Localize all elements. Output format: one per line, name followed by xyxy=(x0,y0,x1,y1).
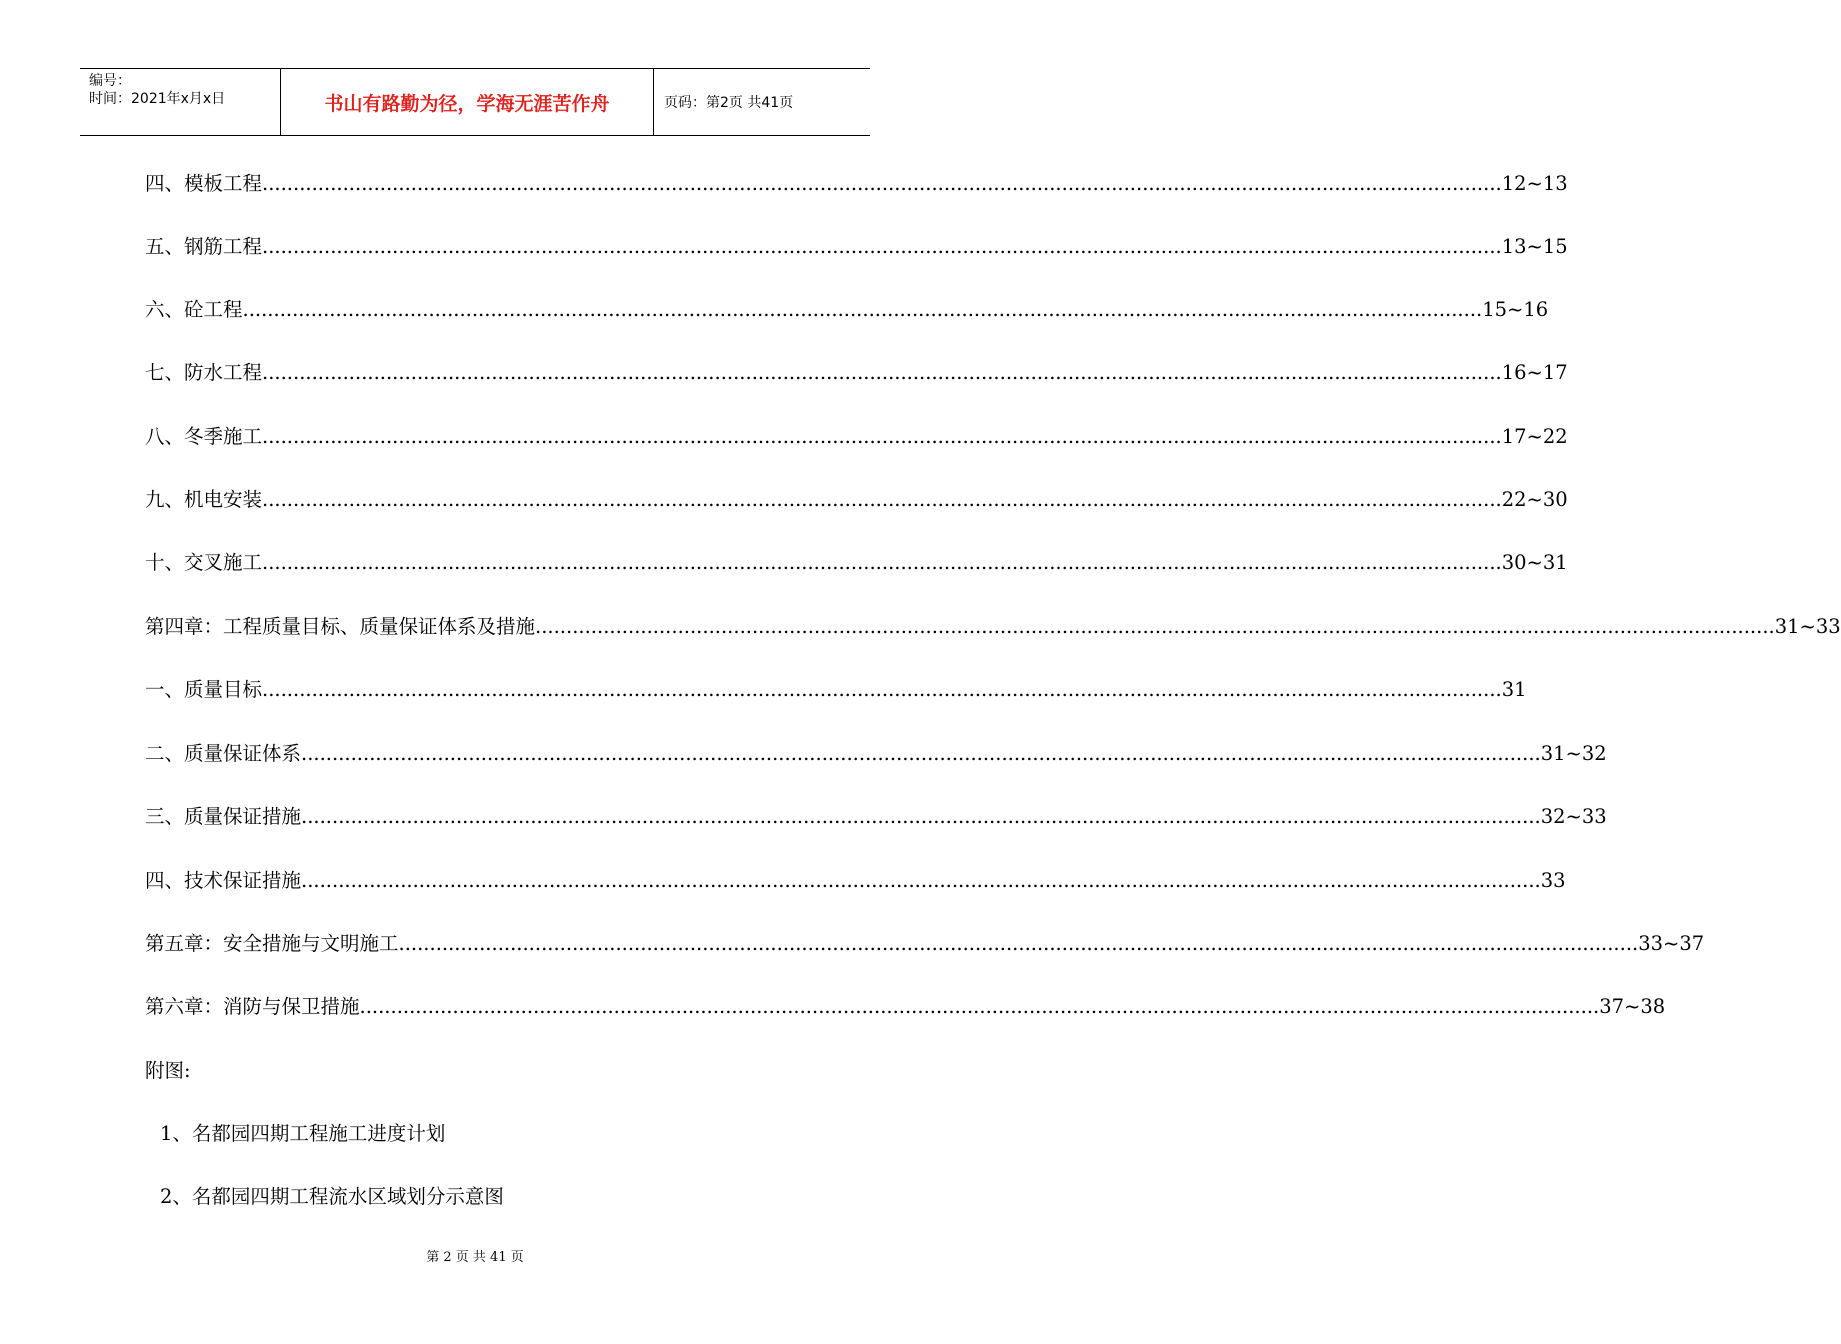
toc-leader-dots: ........................................................................................................................................................................................................ xyxy=(262,361,1502,384)
appendix-label: 附图: xyxy=(145,1059,191,1082)
toc-leader-dots: ........................................................................................................................................................................................................ xyxy=(359,995,1600,1018)
toc-leader-dots: ........................................................................................................................................................................................................ xyxy=(301,742,1541,765)
toc-leader-dots: ........................................................................................................................................................................................................ xyxy=(262,488,1502,511)
header-page-info: 页码：第2页 共41页 xyxy=(664,95,794,111)
toc-entry-pages: 12~13 xyxy=(1501,172,1568,195)
toc-entry xyxy=(145,739,1607,769)
toc-entry xyxy=(145,802,1607,832)
document-number-label: 编号： xyxy=(89,73,131,89)
toc-entry-title: 七、防水工程 xyxy=(145,361,263,384)
toc-entry-title: 第五章：安全措施与文明施工 xyxy=(145,932,399,955)
toc-entry xyxy=(145,358,1568,388)
page-header xyxy=(80,68,870,136)
toc-entry-title: 五、钢筋工程 xyxy=(145,235,263,258)
toc-entry-title: 十、交叉施工 xyxy=(145,551,263,574)
toc-entry-pages: 33 xyxy=(1540,869,1566,892)
toc-entry-title: 六、砼工程 xyxy=(145,298,243,321)
toc-entry-title: 第四章：工程质量目标、质量保证体系及措施 xyxy=(145,615,536,638)
toc-entry xyxy=(145,422,1568,452)
page-footer: 第 2 页 共 41 页 xyxy=(426,1250,524,1265)
toc-entry-pages: 30~31 xyxy=(1501,551,1568,574)
toc-entry-pages: 31~32 xyxy=(1540,742,1607,765)
toc-entry-title: 四、模板工程 xyxy=(145,172,263,195)
toc-entry-pages: 22~30 xyxy=(1501,488,1568,511)
toc-entry xyxy=(145,675,1527,705)
header-slogan: 书山有路勤为径，学海无涯苦作舟 xyxy=(281,69,654,135)
toc-leader-dots: ........................................................................................................................................................................................................ xyxy=(262,235,1502,258)
toc-entry xyxy=(145,169,1568,199)
toc-chapter-entry xyxy=(145,992,1666,1022)
toc-entry-title: 三、质量保证措施 xyxy=(145,805,302,828)
toc-entry-pages: 33~37 xyxy=(1638,932,1705,955)
toc-leader-dots: ........................................................................................................................................................................................................ xyxy=(262,172,1502,195)
toc-leader-dots: ........................................................................................................................................................................................................ xyxy=(301,869,1541,892)
toc-leader-dots: ........................................................................................................................................................................................................ xyxy=(398,932,1639,955)
document-time-label: 时间：2021年x月x日 xyxy=(89,91,226,107)
toc-entry-title: 一、质量目标 xyxy=(145,678,263,701)
toc-chapter-entry xyxy=(145,612,1841,642)
toc-entry-pages: 17~22 xyxy=(1501,425,1568,448)
toc-entry-title: 九、机电安装 xyxy=(145,488,263,511)
appendix-item: 1、名都园四期工程施工进度计划 xyxy=(160,1122,446,1145)
toc-entry xyxy=(145,548,1568,578)
toc-entry xyxy=(145,232,1568,262)
toc-chapter-entry xyxy=(145,929,1705,959)
toc-entry xyxy=(145,485,1568,515)
toc-entry-pages: 31~33 xyxy=(1774,615,1841,638)
toc-entry xyxy=(145,866,1566,896)
toc-leader-dots: ........................................................................................................................................................................................................ xyxy=(242,298,1483,321)
toc-entry-pages: 31 xyxy=(1501,678,1527,701)
appendix-item: 2、名都园四期工程流水区域划分示意图 xyxy=(160,1185,504,1208)
toc-entry-title: 四、技术保证措施 xyxy=(145,869,302,892)
toc-leader-dots: ........................................................................................................................................................................................................ xyxy=(262,425,1502,448)
toc-entry-pages: 37~38 xyxy=(1599,995,1666,1018)
toc-leader-dots: ........................................................................................................................................................................................................ xyxy=(535,615,1775,638)
toc-leader-dots: ........................................................................................................................................................................................................ xyxy=(262,678,1502,701)
toc-entry-pages: 32~33 xyxy=(1540,805,1607,828)
header-meta xyxy=(80,69,281,135)
toc-leader-dots: ........................................................................................................................................................................................................ xyxy=(301,805,1541,828)
toc-entry-pages: 13~15 xyxy=(1501,235,1568,258)
toc-leader-dots: ........................................................................................................................................................................................................ xyxy=(262,551,1502,574)
toc-entry-title: 第六章：消防与保卫措施 xyxy=(145,995,360,1018)
toc-entry-pages: 16~17 xyxy=(1501,361,1568,384)
toc-entry xyxy=(145,295,1549,325)
toc-entry-pages: 15~16 xyxy=(1482,298,1549,321)
toc-entry-title: 二、质量保证体系 xyxy=(145,742,302,765)
toc-entry-title: 八、冬季施工 xyxy=(145,425,263,448)
